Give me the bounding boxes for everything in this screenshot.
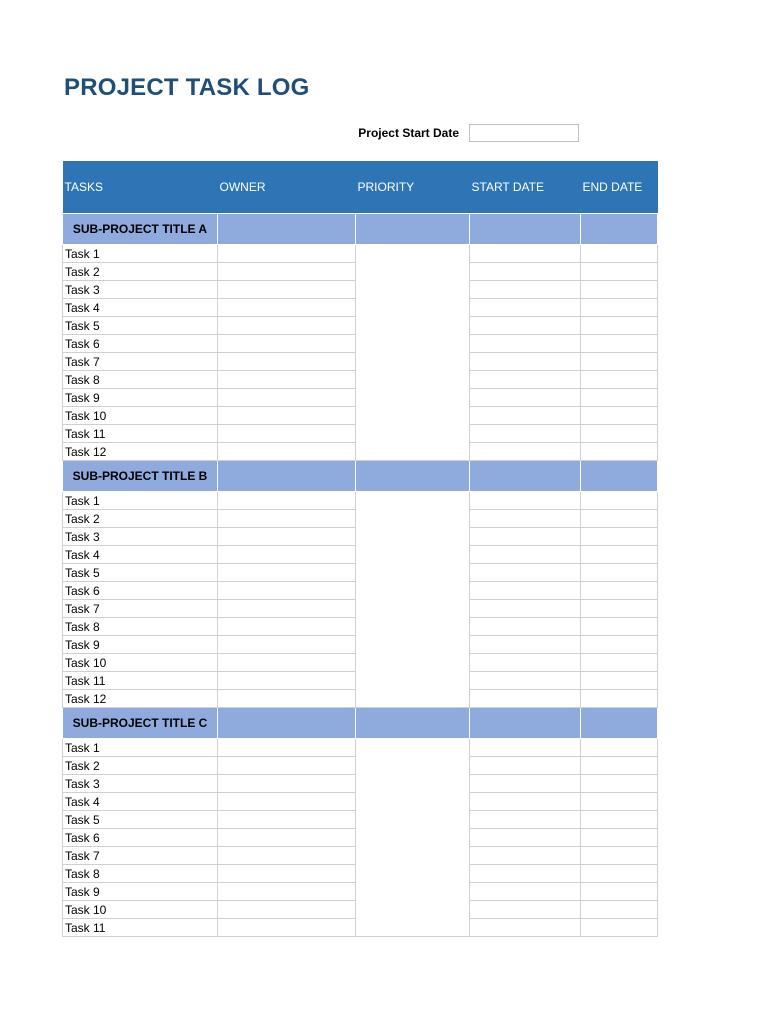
column-header-end-date: END DATE (581, 161, 658, 214)
start-date-cell[interactable] (470, 811, 581, 829)
task-name-cell[interactable]: Task 8 (63, 371, 218, 389)
task-name-cell[interactable]: Task 4 (63, 299, 218, 317)
priority-cell[interactable] (356, 353, 470, 371)
end-date-cell[interactable] (581, 371, 658, 389)
table-row (63, 263, 658, 281)
task-name-cell[interactable]: Task 11 (63, 919, 218, 937)
task-name-cell[interactable]: Task 3 (63, 528, 218, 546)
table-row (63, 510, 658, 528)
priority-cell[interactable] (356, 317, 470, 335)
table-row (63, 847, 658, 865)
table-row (63, 654, 658, 672)
end-date-cell[interactable] (581, 263, 658, 281)
owner-cell[interactable] (218, 582, 356, 600)
start-date-cell[interactable] (470, 263, 581, 281)
start-date-cell[interactable] (470, 672, 581, 690)
start-date-cell[interactable] (470, 492, 581, 510)
end-date-cell[interactable] (581, 245, 658, 263)
priority-cell[interactable] (356, 775, 470, 793)
priority-cell[interactable] (356, 847, 470, 865)
start-date-cell[interactable] (470, 245, 581, 263)
end-date-cell[interactable] (581, 335, 658, 353)
table-row (63, 618, 658, 636)
priority-cell[interactable] (356, 600, 470, 618)
task-name-cell[interactable]: Task 12 (63, 690, 218, 708)
section-header-row (63, 708, 658, 739)
table-row (63, 901, 658, 919)
priority-cell[interactable] (356, 492, 470, 510)
start-date-cell[interactable] (470, 690, 581, 708)
owner-cell[interactable] (218, 865, 356, 883)
owner-cell[interactable] (218, 510, 356, 528)
start-date-cell[interactable] (470, 443, 581, 461)
end-date-cell[interactable] (581, 901, 658, 919)
task-name-cell[interactable]: Task 7 (63, 353, 218, 371)
table-row (63, 739, 658, 757)
task-name-cell[interactable]: Task 3 (63, 775, 218, 793)
owner-cell[interactable] (218, 793, 356, 811)
start-date-cell[interactable] (470, 883, 581, 901)
table-row (63, 793, 658, 811)
section-header-cell (356, 708, 470, 739)
owner-cell[interactable] (218, 407, 356, 425)
start-date-cell[interactable] (470, 636, 581, 654)
task-name-cell[interactable]: Task 10 (63, 654, 218, 672)
task-name-cell[interactable]: Task 9 (63, 636, 218, 654)
owner-cell[interactable] (218, 371, 356, 389)
owner-cell[interactable] (218, 600, 356, 618)
table-row (63, 443, 658, 461)
start-date-cell[interactable] (470, 865, 581, 883)
end-date-cell[interactable] (581, 883, 658, 901)
owner-cell[interactable] (218, 389, 356, 407)
owner-cell[interactable] (218, 546, 356, 564)
owner-cell[interactable] (218, 263, 356, 281)
task-name-cell[interactable]: Task 6 (63, 829, 218, 847)
task-name-cell[interactable]: Task 8 (63, 618, 218, 636)
owner-cell[interactable] (218, 636, 356, 654)
end-date-cell[interactable] (581, 317, 658, 335)
task-name-cell[interactable]: Task 10 (63, 407, 218, 425)
priority-cell[interactable] (356, 371, 470, 389)
section-header-cell (218, 214, 356, 245)
owner-cell[interactable] (218, 811, 356, 829)
owner-cell[interactable] (218, 757, 356, 775)
start-date-cell[interactable] (470, 353, 581, 371)
section-header-cell (470, 214, 581, 245)
owner-cell[interactable] (218, 245, 356, 263)
start-date-cell[interactable] (470, 317, 581, 335)
start-date-cell[interactable] (470, 389, 581, 407)
task-name-cell[interactable]: Task 2 (63, 757, 218, 775)
table-row (63, 371, 658, 389)
table-row (63, 425, 658, 443)
section-header-row (63, 461, 658, 492)
start-date-cell[interactable] (470, 739, 581, 757)
section-header-cell (356, 461, 470, 492)
start-date-cell[interactable] (470, 793, 581, 811)
section-title: SUB-PROJECT TITLE B (63, 461, 218, 492)
end-date-cell[interactable] (581, 299, 658, 317)
section-title: SUB-PROJECT TITLE C (63, 708, 218, 739)
task-name-cell[interactable]: Task 5 (63, 317, 218, 335)
column-header-priority: PRIORITY (356, 161, 470, 214)
table-row (63, 672, 658, 690)
start-date-cell[interactable] (470, 510, 581, 528)
end-date-cell[interactable] (581, 443, 658, 461)
task-name-cell[interactable]: Task 2 (63, 510, 218, 528)
end-date-cell[interactable] (581, 407, 658, 425)
table-row (63, 492, 658, 510)
start-date-cell[interactable] (470, 582, 581, 600)
priority-cell[interactable] (356, 546, 470, 564)
owner-cell[interactable] (218, 672, 356, 690)
section-header-cell (218, 461, 356, 492)
priority-cell[interactable] (356, 263, 470, 281)
start-date-cell[interactable] (470, 299, 581, 317)
owner-cell[interactable] (218, 492, 356, 510)
start-date-cell[interactable] (470, 335, 581, 353)
end-date-cell[interactable] (581, 919, 658, 937)
end-date-cell[interactable] (581, 811, 658, 829)
task-table-body (63, 214, 658, 937)
end-date-cell[interactable] (581, 865, 658, 883)
end-date-cell[interactable] (581, 793, 658, 811)
end-date-cell[interactable] (581, 775, 658, 793)
column-header-start-date: START DATE (470, 161, 581, 214)
task-name-cell[interactable]: Task 9 (63, 883, 218, 901)
project-start-date-label: Project Start Date (358, 126, 459, 140)
table-row (63, 389, 658, 407)
table-row (63, 353, 658, 371)
end-date-cell[interactable] (581, 528, 658, 546)
section-header-cell (581, 708, 658, 739)
table-row (63, 919, 658, 937)
task-name-cell[interactable]: Task 10 (63, 901, 218, 919)
table-row (63, 600, 658, 618)
priority-cell[interactable] (356, 528, 470, 546)
table-row (63, 317, 658, 335)
task-name-cell[interactable]: Task 1 (63, 739, 218, 757)
task-name-cell[interactable]: Task 1 (63, 245, 218, 263)
table-row (63, 883, 658, 901)
task-name-cell[interactable]: Task 4 (63, 546, 218, 564)
task-name-cell[interactable]: Task 6 (63, 335, 218, 353)
end-date-cell[interactable] (581, 510, 658, 528)
owner-cell[interactable] (218, 618, 356, 636)
priority-cell[interactable] (356, 618, 470, 636)
end-date-cell[interactable] (581, 389, 658, 407)
priority-cell[interactable] (356, 757, 470, 775)
priority-cell[interactable] (356, 443, 470, 461)
end-date-cell[interactable] (581, 492, 658, 510)
task-name-cell[interactable]: Task 5 (63, 811, 218, 829)
page-title: PROJECT TASK LOG (64, 74, 310, 101)
owner-cell[interactable] (218, 528, 356, 546)
table-row (63, 757, 658, 775)
table-row (63, 865, 658, 883)
end-date-cell[interactable] (581, 425, 658, 443)
section-header-cell (470, 461, 581, 492)
column-header-owner: OWNER (218, 161, 356, 214)
owner-cell[interactable] (218, 690, 356, 708)
table-row (63, 582, 658, 600)
end-date-cell[interactable] (581, 690, 658, 708)
task-name-cell[interactable]: Task 5 (63, 564, 218, 582)
priority-cell[interactable] (356, 299, 470, 317)
start-date-cell[interactable] (470, 281, 581, 299)
section-header-cell (581, 214, 658, 245)
column-header-tasks: TASKS (63, 161, 218, 214)
start-date-cell[interactable] (470, 654, 581, 672)
table-row (63, 546, 658, 564)
owner-cell[interactable] (218, 739, 356, 757)
priority-cell[interactable] (356, 865, 470, 883)
priority-cell[interactable] (356, 564, 470, 582)
start-date-cell[interactable] (470, 847, 581, 865)
priority-cell[interactable] (356, 389, 470, 407)
start-date-cell[interactable] (470, 371, 581, 389)
start-date-cell[interactable] (470, 919, 581, 937)
section-header-row (63, 214, 658, 245)
end-date-cell[interactable] (581, 636, 658, 654)
owner-cell[interactable] (218, 919, 356, 937)
table-header-row (63, 161, 658, 214)
owner-cell[interactable] (218, 901, 356, 919)
table-row (63, 299, 658, 317)
start-date-cell[interactable] (470, 618, 581, 636)
table-row (63, 636, 658, 654)
task-name-cell[interactable]: Task 8 (63, 865, 218, 883)
task-name-cell[interactable]: Task 7 (63, 600, 218, 618)
start-date-cell[interactable] (470, 775, 581, 793)
section-header-cell (356, 214, 470, 245)
priority-cell[interactable] (356, 582, 470, 600)
task-name-cell[interactable]: Task 4 (63, 793, 218, 811)
owner-cell[interactable] (218, 654, 356, 672)
table-row (63, 407, 658, 425)
priority-cell[interactable] (356, 245, 470, 263)
table-row (63, 829, 658, 847)
table-row (63, 335, 658, 353)
owner-cell[interactable] (218, 353, 356, 371)
task-name-cell[interactable]: Task 12 (63, 443, 218, 461)
priority-cell[interactable] (356, 672, 470, 690)
task-name-cell[interactable]: Task 2 (63, 263, 218, 281)
end-date-cell[interactable] (581, 739, 658, 757)
start-date-cell[interactable] (470, 407, 581, 425)
start-date-cell[interactable] (470, 546, 581, 564)
table-row (63, 690, 658, 708)
task-name-cell[interactable]: Task 1 (63, 492, 218, 510)
priority-cell[interactable] (356, 829, 470, 847)
owner-cell[interactable] (218, 335, 356, 353)
section-title: SUB-PROJECT TITLE A (63, 214, 218, 245)
owner-cell[interactable] (218, 564, 356, 582)
start-date-cell[interactable] (470, 829, 581, 847)
priority-cell[interactable] (356, 919, 470, 937)
priority-cell[interactable] (356, 901, 470, 919)
priority-cell[interactable] (356, 883, 470, 901)
priority-cell[interactable] (356, 690, 470, 708)
owner-cell[interactable] (218, 829, 356, 847)
end-date-cell[interactable] (581, 654, 658, 672)
owner-cell[interactable] (218, 317, 356, 335)
table-row (63, 245, 658, 263)
priority-cell[interactable] (356, 425, 470, 443)
task-name-cell[interactable]: Task 3 (63, 281, 218, 299)
end-date-cell[interactable] (581, 672, 658, 690)
owner-cell[interactable] (218, 443, 356, 461)
task-name-cell[interactable]: Task 11 (63, 672, 218, 690)
table-row (63, 528, 658, 546)
end-date-cell[interactable] (581, 582, 658, 600)
owner-cell[interactable] (218, 425, 356, 443)
end-date-cell[interactable] (581, 546, 658, 564)
priority-cell[interactable] (356, 811, 470, 829)
owner-cell[interactable] (218, 883, 356, 901)
priority-cell[interactable] (356, 636, 470, 654)
priority-cell[interactable] (356, 654, 470, 672)
end-date-cell[interactable] (581, 618, 658, 636)
priority-cell[interactable] (356, 335, 470, 353)
table-row (63, 775, 658, 793)
end-date-cell[interactable] (581, 353, 658, 371)
start-date-cell[interactable] (470, 600, 581, 618)
start-date-cell[interactable] (470, 564, 581, 582)
project-start-date-input[interactable] (469, 124, 579, 142)
section-header-cell (470, 708, 581, 739)
start-date-cell[interactable] (470, 425, 581, 443)
priority-cell[interactable] (356, 793, 470, 811)
end-date-cell[interactable] (581, 757, 658, 775)
owner-cell[interactable] (218, 847, 356, 865)
start-date-cell[interactable] (470, 901, 581, 919)
task-log-table (62, 161, 658, 937)
priority-cell[interactable] (356, 281, 470, 299)
end-date-cell[interactable] (581, 564, 658, 582)
table-row (63, 281, 658, 299)
table-row (63, 811, 658, 829)
owner-cell[interactable] (218, 299, 356, 317)
end-date-cell[interactable] (581, 829, 658, 847)
section-header-cell (218, 708, 356, 739)
table-row (63, 564, 658, 582)
start-date-cell[interactable] (470, 528, 581, 546)
priority-cell[interactable] (356, 407, 470, 425)
end-date-cell[interactable] (581, 600, 658, 618)
priority-cell[interactable] (356, 739, 470, 757)
start-date-cell[interactable] (470, 757, 581, 775)
task-name-cell[interactable]: Task 7 (63, 847, 218, 865)
task-name-cell[interactable]: Task 6 (63, 582, 218, 600)
priority-cell[interactable] (356, 510, 470, 528)
owner-cell[interactable] (218, 281, 356, 299)
section-header-cell (581, 461, 658, 492)
owner-cell[interactable] (218, 775, 356, 793)
end-date-cell[interactable] (581, 847, 658, 865)
task-name-cell[interactable]: Task 11 (63, 425, 218, 443)
task-name-cell[interactable]: Task 9 (63, 389, 218, 407)
end-date-cell[interactable] (581, 281, 658, 299)
